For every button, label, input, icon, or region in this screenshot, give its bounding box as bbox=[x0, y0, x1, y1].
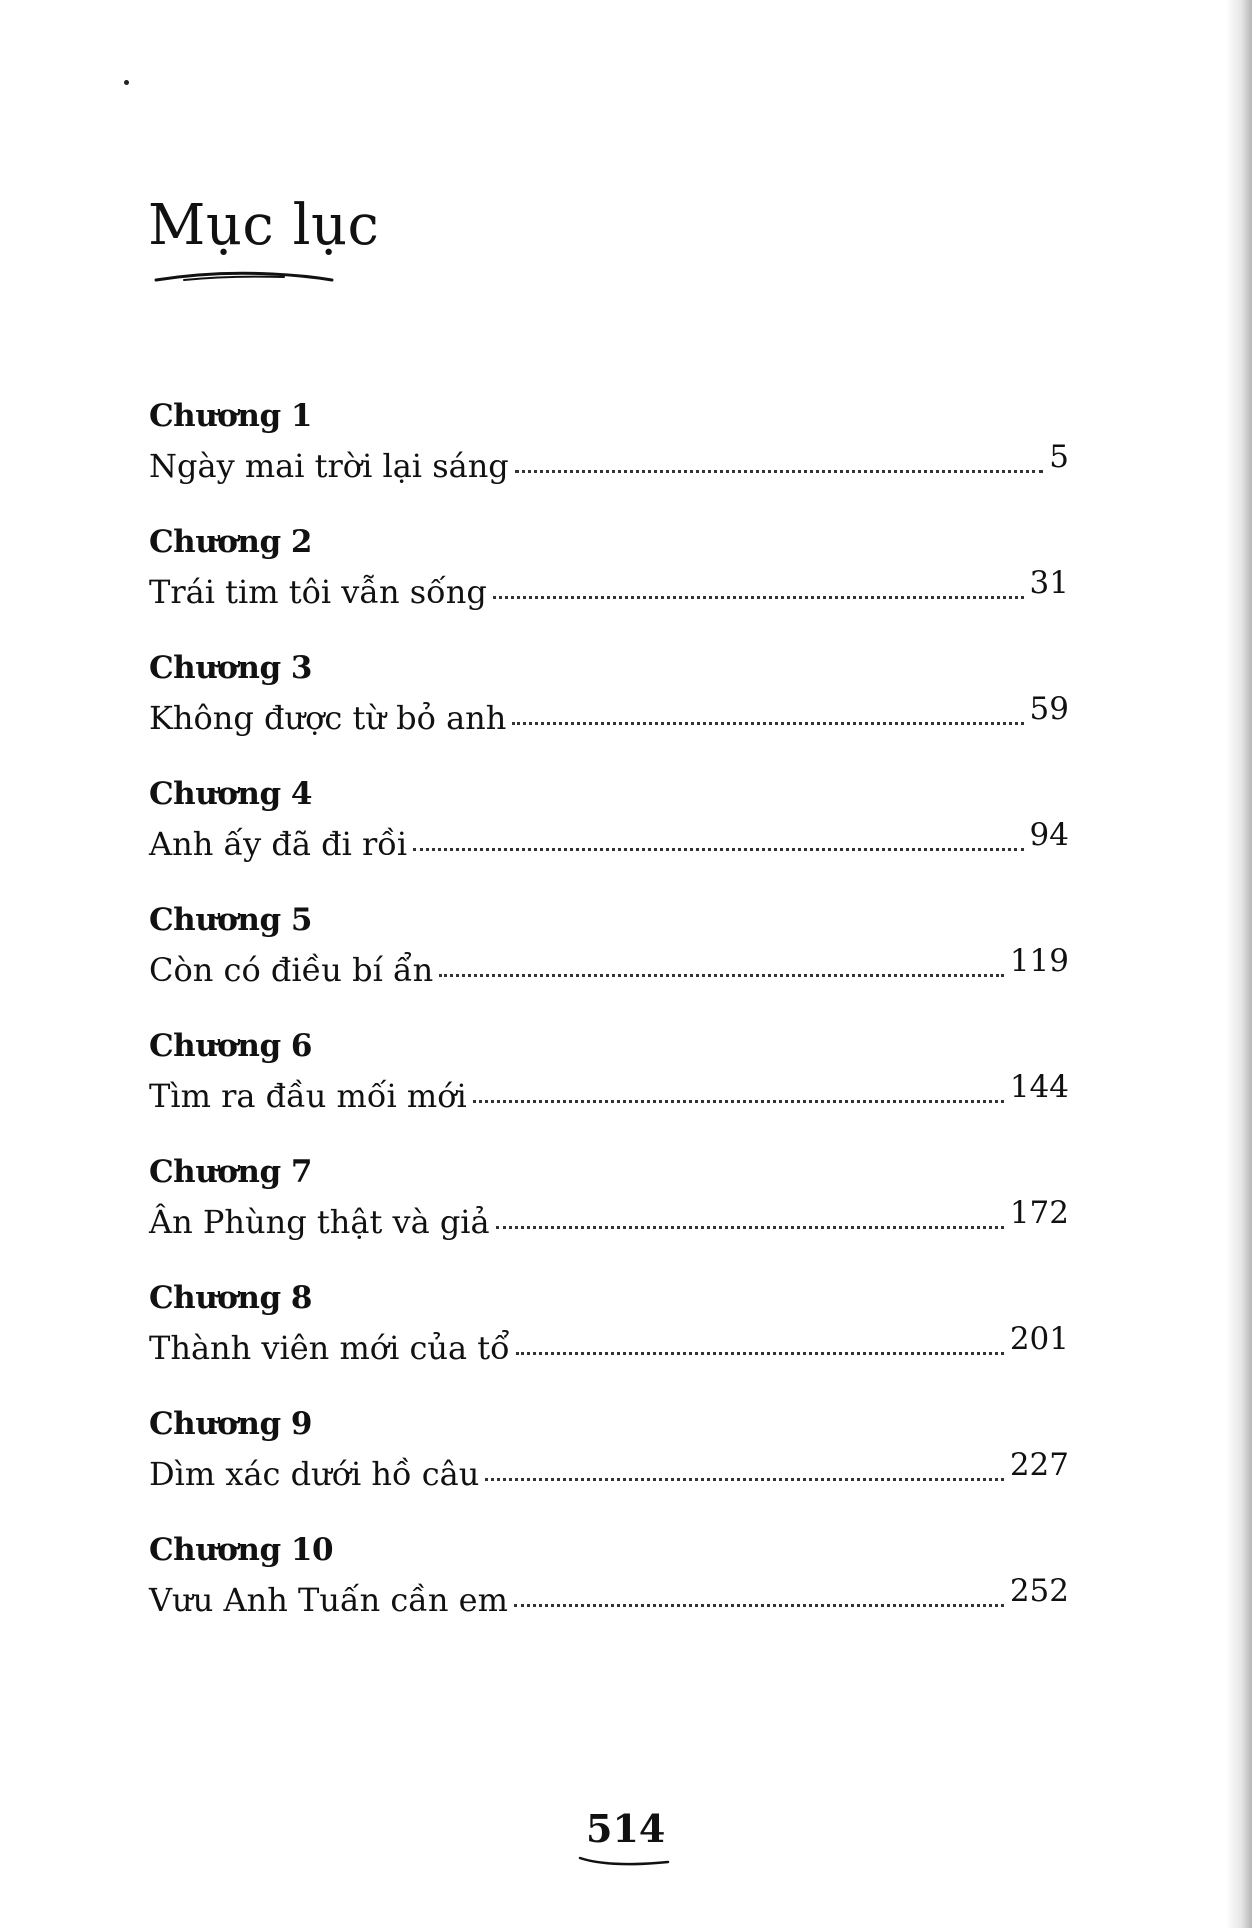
table-of-contents bbox=[149, 396, 1069, 1656]
page-number: 144 bbox=[1009, 1069, 1069, 1105]
dot-leader bbox=[514, 1604, 1004, 1607]
ink-speck bbox=[124, 80, 129, 85]
chapter-title: Thành viên mới của tổ bbox=[149, 1329, 510, 1367]
page-number: 31 bbox=[1029, 565, 1069, 601]
toc-line bbox=[149, 943, 1069, 990]
chapter-heading: Chương 2 bbox=[149, 524, 313, 560]
chapter-title: Trái tim tôi vẫn sống bbox=[149, 573, 487, 611]
chapter-title: Không được từ bỏ anh bbox=[149, 699, 507, 737]
page-number: 59 bbox=[1029, 691, 1069, 727]
chapter-heading: Chương 1 bbox=[149, 398, 313, 434]
dot-leader bbox=[493, 596, 1024, 599]
chapter-heading: Chương 6 bbox=[149, 1028, 313, 1064]
toc-line bbox=[149, 691, 1069, 738]
page-folio: 514 bbox=[586, 1806, 666, 1851]
dot-leader bbox=[485, 1478, 1003, 1481]
toc-line bbox=[149, 439, 1069, 486]
toc-entry[interactable] bbox=[149, 774, 1069, 900]
dot-leader bbox=[515, 470, 1043, 473]
title-underline-ornament bbox=[154, 268, 334, 288]
page-number: 94 bbox=[1029, 817, 1069, 853]
page-number: 201 bbox=[1009, 1321, 1069, 1357]
toc-entry[interactable] bbox=[149, 396, 1069, 522]
chapter-heading: Chương 9 bbox=[149, 1406, 313, 1442]
dot-leader bbox=[512, 722, 1023, 725]
toc-entry[interactable] bbox=[149, 1152, 1069, 1278]
dot-leader bbox=[516, 1352, 1004, 1355]
toc-entry[interactable] bbox=[149, 900, 1069, 1026]
chapter-heading: Chương 7 bbox=[149, 1154, 313, 1190]
dot-leader bbox=[496, 1226, 1004, 1229]
page-edge-shadow bbox=[1226, 0, 1252, 1928]
toc-entry[interactable] bbox=[149, 522, 1069, 648]
toc-entry[interactable] bbox=[149, 1278, 1069, 1404]
folio-underline-ornament bbox=[578, 1854, 670, 1868]
chapter-heading: Chương 4 bbox=[149, 776, 313, 812]
toc-line bbox=[149, 1069, 1069, 1116]
page-number: 5 bbox=[1049, 439, 1069, 475]
toc-entry[interactable] bbox=[149, 648, 1069, 774]
chapter-title: Dìm xác dưới hồ câu bbox=[149, 1455, 480, 1493]
chapter-title: Vưu Anh Tuấn cần em bbox=[149, 1581, 508, 1619]
toc-line bbox=[149, 1321, 1069, 1368]
chapter-heading: Chương 3 bbox=[149, 650, 313, 686]
dot-leader bbox=[439, 974, 1004, 977]
page-number: 252 bbox=[1009, 1573, 1069, 1609]
page-number: 172 bbox=[1009, 1195, 1069, 1231]
dot-leader bbox=[413, 848, 1023, 851]
chapter-title: Còn có điều bí ẩn bbox=[149, 951, 434, 989]
dot-leader bbox=[473, 1100, 1004, 1103]
chapter-title: Ân Phùng thật và giả bbox=[149, 1203, 490, 1241]
toc-line bbox=[149, 1573, 1069, 1620]
chapter-heading: Chương 5 bbox=[149, 902, 313, 938]
chapter-title: Tìm ra đầu mối mới bbox=[149, 1077, 467, 1115]
toc-line bbox=[149, 1195, 1069, 1242]
page-number: 227 bbox=[1009, 1447, 1069, 1483]
chapter-heading: Chương 10 bbox=[149, 1532, 334, 1568]
chapter-heading: Chương 8 bbox=[149, 1280, 313, 1316]
toc-entry[interactable] bbox=[149, 1404, 1069, 1530]
toc-line bbox=[149, 565, 1069, 612]
page-title: Mục lục bbox=[148, 193, 380, 258]
toc-line bbox=[149, 1447, 1069, 1494]
chapter-title: Ngày mai trời lại sáng bbox=[149, 447, 509, 485]
page-number: 119 bbox=[1009, 943, 1069, 979]
chapter-title: Anh ấy đã đi rồi bbox=[149, 825, 408, 863]
toc-line bbox=[149, 817, 1069, 864]
toc-entry[interactable] bbox=[149, 1530, 1069, 1656]
toc-entry[interactable] bbox=[149, 1026, 1069, 1152]
